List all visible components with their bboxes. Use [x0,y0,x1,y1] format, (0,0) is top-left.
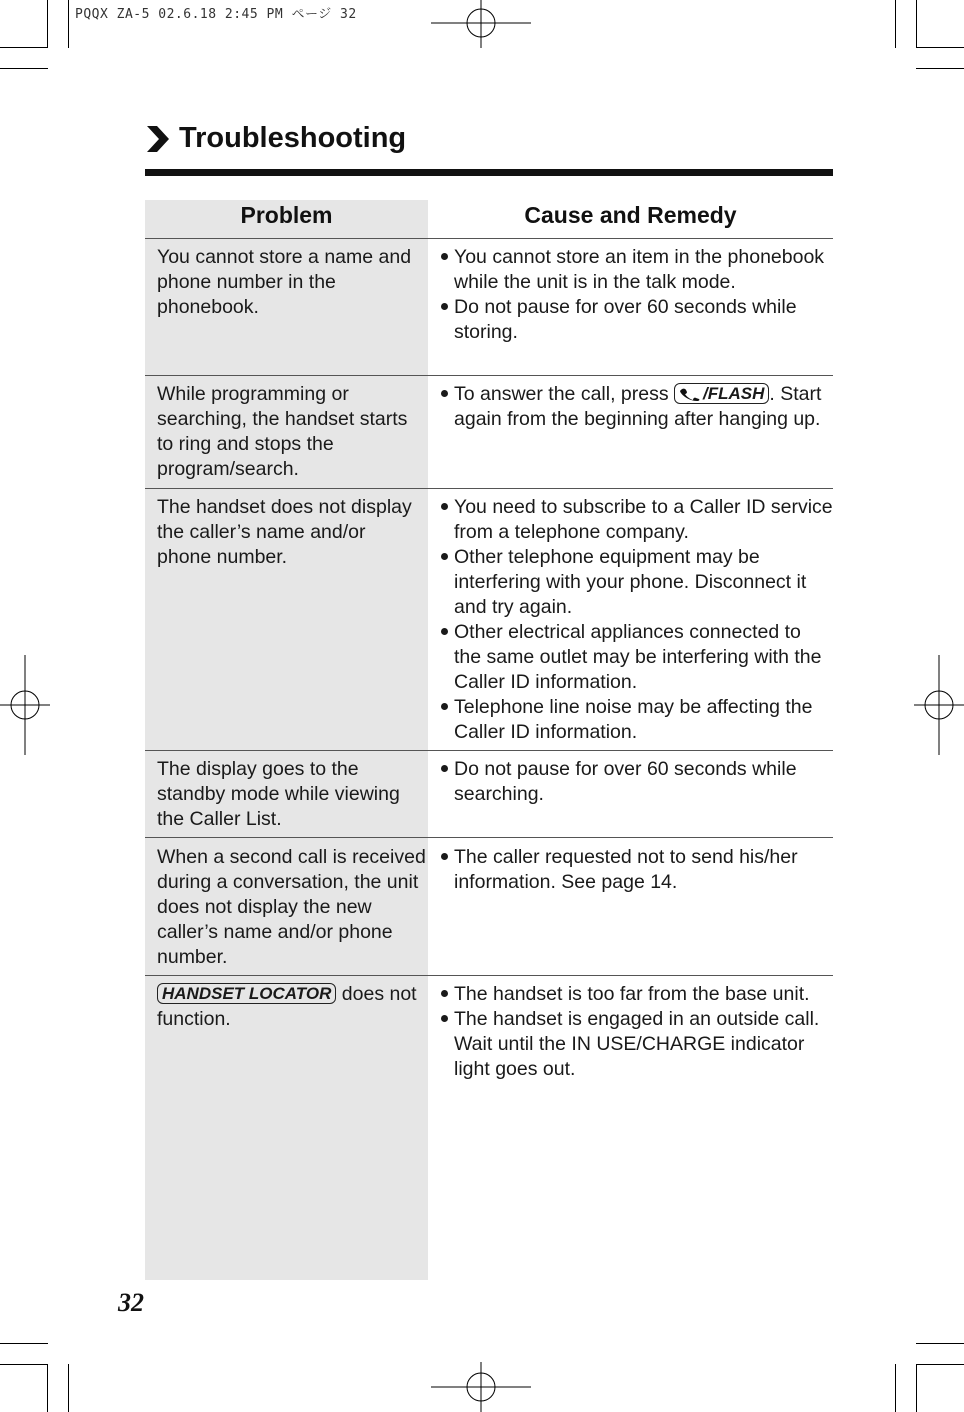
remedy-item [441,495,833,545]
remedy-list [441,845,833,895]
bullet-icon [441,553,448,560]
registration-mark-icon [431,1362,531,1412]
handset-locator-key: HANDSET LOCATOR [157,983,336,1004]
title-rule [145,169,833,176]
remedy-text: The handset is too far from the base unit. [454,983,810,1005]
table-row [145,757,833,837]
remedy-item [441,295,833,345]
section-heading [145,122,406,155]
page-number: 32 [118,1288,144,1317]
crop-mark [916,1364,917,1412]
remedy-item [441,845,833,895]
remedy-item [441,620,833,695]
table-row [145,382,833,487]
crop-mark [68,1364,69,1412]
crop-mark [895,0,896,48]
arrow-right-icon [145,124,171,154]
remedy-item [441,382,833,432]
crop-mark [895,1364,896,1412]
remedy-text: Do not pause for over 60 seconds while storing. [454,296,797,343]
problem-text: While programming or searching, the handset starts to ring and stops the program/search. [157,383,408,480]
bullet-icon [441,390,448,397]
row-divider [145,238,833,239]
crop-mark [47,0,48,48]
crop-mark [916,47,964,48]
problem-suffix: does not function. [157,983,417,1030]
crop-mark [0,1364,48,1365]
crop-mark [0,47,48,48]
bullet-icon [441,703,448,710]
remedy-list [441,382,833,432]
row-divider [145,837,833,838]
table-row [145,495,833,750]
remedy-text: You cannot store an item in the phonebook while the unit is in the talk mode. [454,246,825,293]
remedy-text: The caller requested not to send his/her information. See page 14. [454,846,798,893]
problem-text: You cannot store a name and phone number in the phonebook. [157,246,412,318]
problem-column-header: Problem [240,202,333,228]
bullet-icon [441,765,448,772]
bullet-icon [441,1015,448,1022]
remedy-text: Telephone line noise may be affecting the Caller ID information. [454,696,813,743]
print-header: PQQX ZA-5 02.6.18 2:45 PM ページ 32 [75,7,357,22]
registration-mark-icon [914,655,964,755]
crop-mark [68,0,69,48]
remedy-text: The handset is engaged in an outside call. Wait until the IN USE/CHARGE indicator light goes out. [454,1008,820,1080]
registration-mark-icon [431,0,531,50]
crop-mark [916,68,964,69]
remedy-text: Other telephone equipment may be interfering with your phone. Disconnect it and try again. [454,546,807,618]
key-label: /FLASH [703,384,765,403]
remedy-list [441,245,833,345]
row-divider [145,750,833,751]
remedy-list [441,982,833,1082]
talk-flash-key [674,383,769,404]
crop-mark [916,1343,964,1344]
remedy-item [441,1007,833,1082]
remedy-text: Other electrical appliances connected to the same outlet may be interfering with the Caller ID information. [454,621,822,693]
problem-text: When a second call is received during a conversation, the unit does not display the new caller’s name and/or phone number. [157,846,426,968]
table-row [145,845,833,975]
crop-mark [916,1364,964,1365]
remedy-text: . Start again from the beginning after hanging up. [454,383,822,430]
problem-text [157,982,425,1032]
bullet-icon [441,628,448,635]
remedy-text: You need to subscribe to a Caller ID service from a telephone company. [454,496,833,543]
bullet-icon [441,503,448,510]
crop-mark [0,1343,48,1344]
registration-mark-icon [0,655,50,755]
bullet-icon [441,303,448,310]
crop-mark [0,68,48,69]
row-divider [145,375,833,376]
remedy-item [441,245,833,295]
remedy-text: Do not pause for over 60 seconds while searching. [454,758,797,805]
page-title: Troubleshooting [179,122,407,154]
crop-mark [47,1364,48,1412]
bullet-icon [441,853,448,860]
table-row [145,982,833,1272]
bullet-icon [441,990,448,997]
remedy-item [441,757,833,807]
crop-mark [916,0,917,48]
problem-text: The handset does not display the caller’s name and/or phone number. [157,496,412,568]
remedy-list [441,495,833,745]
remedy-list [441,757,833,807]
remedy-item [441,545,833,620]
remedy-column-header: Cause and Remedy [524,202,737,228]
remedy-item [441,695,833,745]
row-divider [145,975,833,976]
remedy-text: To answer the call, press [454,383,669,405]
remedy-item [441,982,833,1007]
phone-handset-icon [679,387,701,401]
bullet-icon [441,253,448,260]
problem-text: The display goes to the standby mode while viewing the Caller List. [157,758,400,830]
table-row [145,245,833,375]
row-divider [145,488,833,489]
